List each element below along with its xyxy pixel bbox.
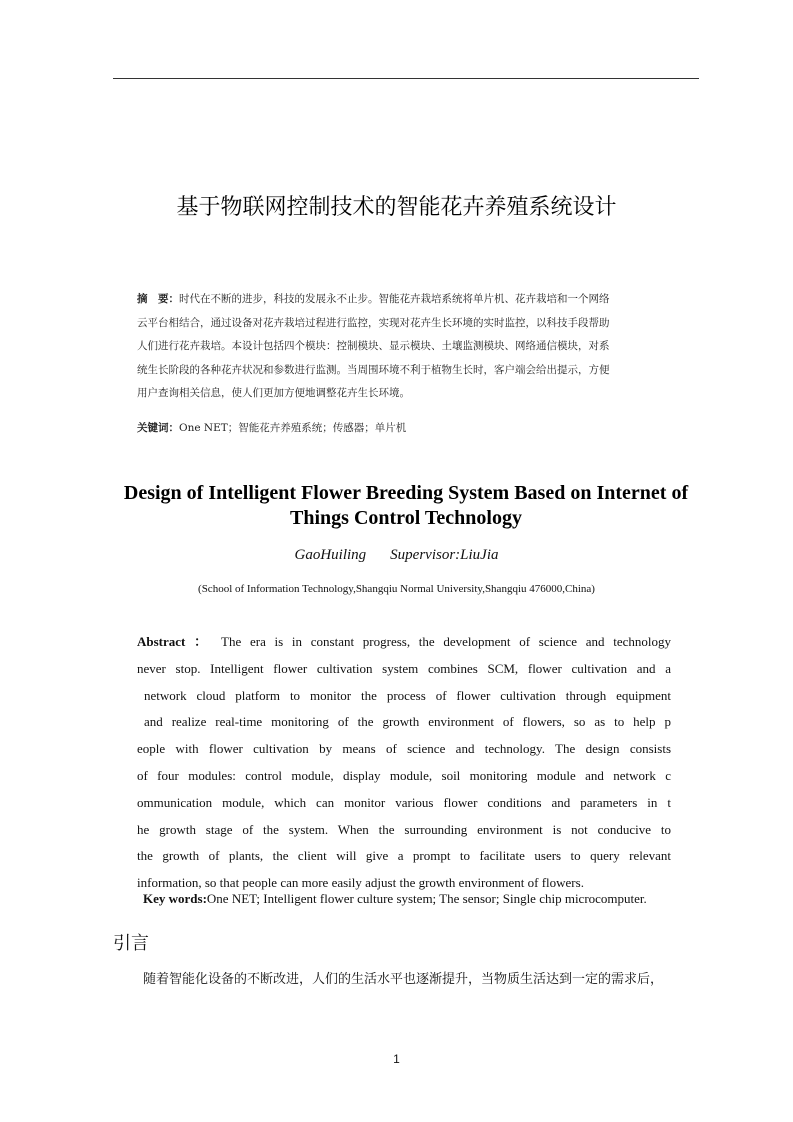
chinese-abstract-line: 云平台相结合，通过设备对花卉栽培过程进行监控，实现对花卉生长环境的实时监控，以科技手段帮助 (137, 316, 610, 329)
page-number: 1 (393, 1052, 400, 1066)
author-name: GaoHuiling (294, 547, 367, 563)
chinese-keywords (137, 420, 677, 435)
english-abstract-line: of four modules: control module, display module, soil monitoring module and network c (137, 767, 671, 783)
chinese-abstract (137, 288, 677, 406)
english-title: Design of Intelligent Flower Breeding System Based on Internet of Things Control Technology (123, 482, 689, 529)
chinese-abstract-line: 用户查询相关信息，使人们更加方便地调整花卉生长环境。 (137, 387, 410, 399)
english-abstract-line: eople with flower cultivation by means of science and technology. The design consists (137, 741, 671, 757)
english-abstract-label: Abstract ： (137, 634, 213, 649)
intro-paragraph: 随着智能化设备的不断改进，人们的生活水平也逐渐提升，当物质生活达到一定的需求后， (143, 972, 664, 987)
english-keywords (143, 891, 703, 907)
english-keywords-text: One NET; Intelligent flower culture system; The sensor; Single chip microcomputer. (206, 891, 647, 906)
english-abstract (137, 629, 671, 897)
english-abstract-line: network cloud platform to monitor the process of flower cultivation through equipment (144, 687, 671, 703)
affiliation: (School of Information Technology,Shangqiu Normal University,Shangqiu 476000,China) (198, 583, 595, 595)
intro-heading: 引言 (113, 933, 149, 954)
english-abstract-line: information, so that people can more easily adjust the growth environment of flowers. (137, 875, 584, 891)
chinese-abstract-line: 人们进行花卉栽培。本设计包括四个模块：控制模块、显示模块、土壤监测模块、网络通信模块，对系 (137, 340, 610, 352)
english-abstract-line: Abstract ： The era is in constant progress, the development of science and technology (137, 634, 672, 649)
author-line (0, 547, 793, 564)
english-abstract-line: ommunication module, which can monitor various flower conditions and parameters in t (137, 794, 671, 810)
english-keywords-label: Key words: (143, 891, 207, 906)
chinese-title: 基于物联网控制技术的智能花卉养殖系统设计 (176, 195, 617, 220)
chinese-keywords-label: 关键词： (137, 422, 179, 434)
chinese-keywords-text: One NET；智能花卉养殖系统；传感器；单片机 (179, 422, 407, 434)
english-abstract-line: the growth of plants, the client will give a prompt to facilitate users to query relevant (137, 848, 671, 864)
english-abstract-line: he growth stage of the system. When the surrounding environment is not conducive to (137, 821, 671, 837)
chinese-abstract-line: 统生长阶段的各种花卉状况和参数进行监测。当周围环境不利于植物生长时，客户端会给出提示，方便 (137, 363, 610, 376)
header-rule (113, 78, 699, 79)
chinese-abstract-label: 摘 要： (137, 293, 179, 305)
supervisor-name: Supervisor:LiuJia (390, 547, 499, 563)
english-abstract-line: and realize real-time monitoring of the growth environment of flowers, so as to help p (144, 714, 671, 730)
english-abstract-line: never stop. Intelligent flower cultivation system combines SCM, flower cultivation and a (137, 660, 671, 676)
chinese-abstract-line: 摘 要：时代在不断的进步，科技的发展永不止步。智能花卉栽培系统将单片机、花卉栽培和一个网络 (137, 293, 610, 305)
